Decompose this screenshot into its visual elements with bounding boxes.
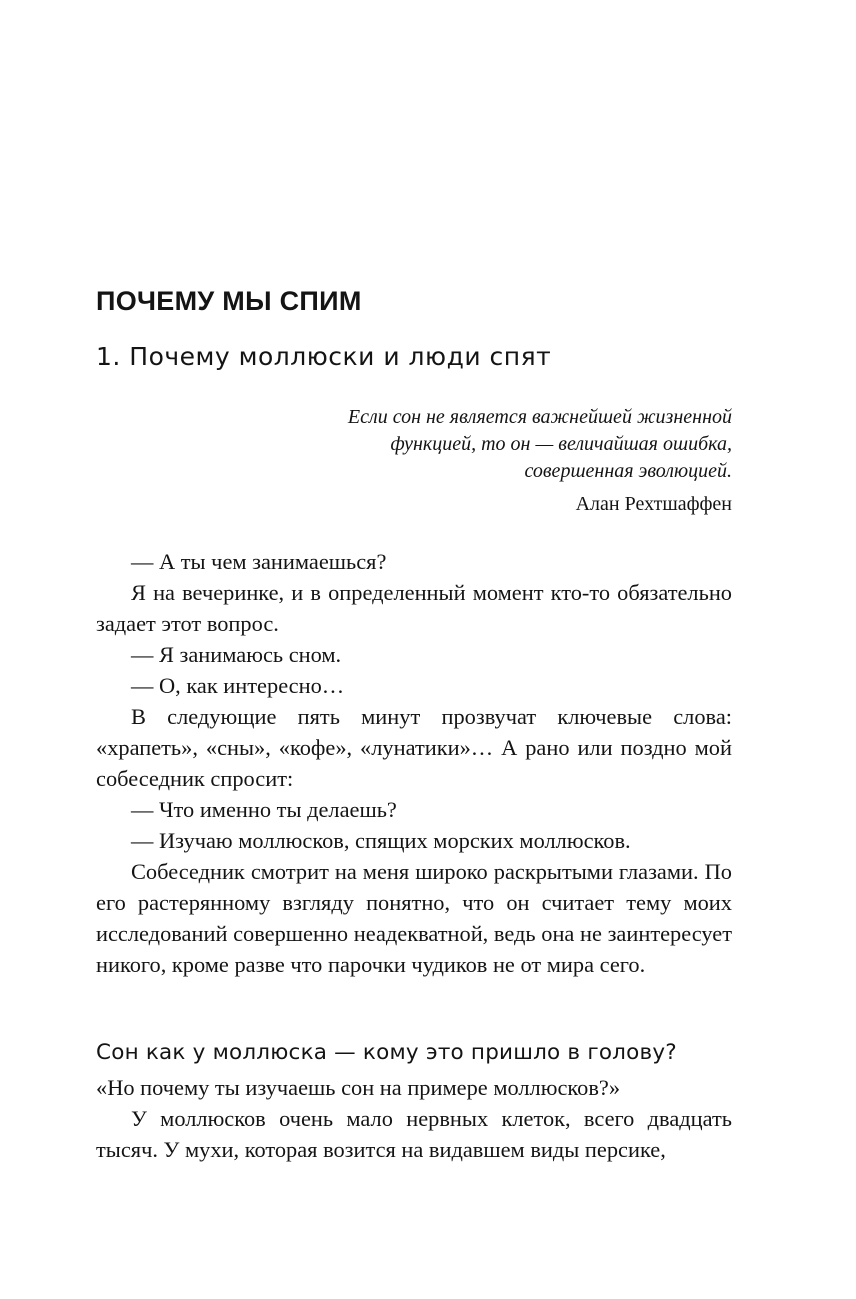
section-body-text	[96, 1072, 732, 1165]
body-text	[96, 546, 732, 980]
section-heading: Сон как у моллюска — кому это пришло в голову?	[96, 1040, 677, 1065]
epigraph	[348, 404, 732, 518]
part-title: ПОЧЕМУ МЫ СПИМ	[96, 286, 362, 316]
epigraph-text	[348, 404, 732, 485]
paragraph: — Что именно ты делаешь?	[131, 797, 397, 822]
paragraph: Я на вечеринке, и в определенный момент кто-то обязательно задает этот вопрос.	[96, 580, 732, 636]
paragraph: — Изучаю моллюсков, спящих морских моллюсков.	[131, 828, 631, 853]
epigraph-author: Алан Рехтшаффен	[575, 493, 732, 515]
epigraph-line: Если сон не является важнейшей жизненной	[347, 406, 732, 428]
epigraph-line: функцией, то он — величайшая ошибка,	[390, 433, 732, 455]
paragraph: У моллюсков очень мало нервных клеток, всего двадцать тысяч. У мухи, которая возится на видавшем виды персике,	[96, 1106, 732, 1162]
paragraph: — О, как интересно…	[131, 673, 345, 698]
paragraph: Собеседник смотрит на меня широко раскрытыми глазами. По его растерянному взгляду понятно, что он считает тему моих исследований совершенно неадекватной, ведь она не заинтересует никого, кроме разве что парочки чудиков не от мира сего.	[96, 859, 732, 977]
paragraph: В следующие пять минут прозвучат ключевые слова: «храпеть», «сны», «кофе», «лунатики»… А рано или поздно мой собеседник спросит:	[96, 704, 732, 791]
epigraph-line: совершенная эволюцией.	[524, 460, 732, 482]
paragraph: «Но почему ты изучаешь сон на примере моллюсков?»	[96, 1075, 621, 1100]
paragraph: — А ты чем занимаешься?	[131, 549, 387, 574]
paragraph: — Я занимаюсь сном.	[131, 642, 342, 667]
chapter-title: 1. Почему моллюски и люди спят	[96, 342, 552, 371]
